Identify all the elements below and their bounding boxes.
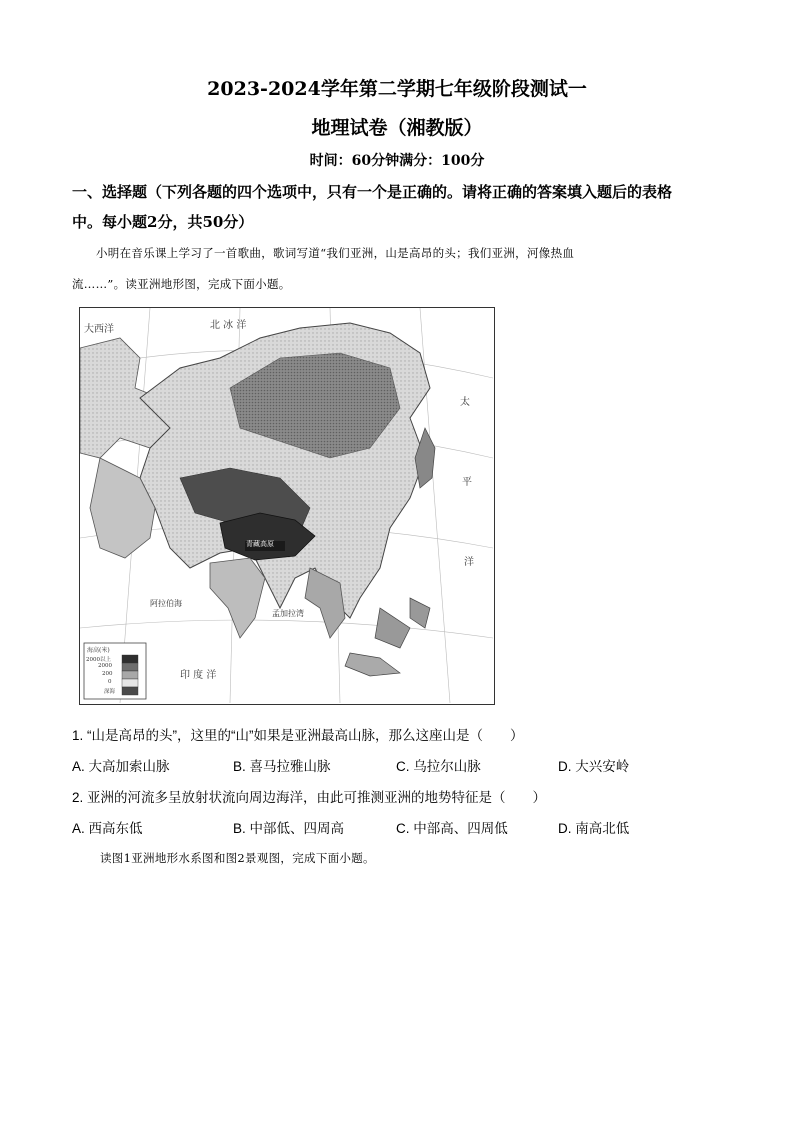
- legend-item-3: 200: [102, 671, 113, 677]
- question-1-option-d: D. 大兴安岭: [558, 759, 630, 774]
- intro-line2: 流……”。读亚洲地形图，完成下面小题。: [72, 277, 291, 291]
- label-tibetan-plateau: 青藏高原: [246, 540, 274, 548]
- intro-2: 读图1亚洲地形水系图和图2景观图，完成下面小题。: [100, 851, 375, 865]
- question-2-option-c: C. 中部高、四周低: [396, 821, 508, 836]
- label-atlantic: 大西洋: [84, 324, 114, 335]
- label-pacific-2: 平: [462, 477, 472, 488]
- question-1-option-a: A. 大高加索山脉: [72, 759, 170, 774]
- label-bay-of-bengal: 孟加拉湾: [272, 609, 304, 618]
- question-1-stem: 1. “山是高昂的头”，这里的“山”如果是亚洲最高山脉，那么这座山是（ ）: [72, 728, 524, 743]
- question-1-option-c: C. 乌拉尔山脉: [396, 759, 481, 774]
- asia-topographic-map: [79, 307, 495, 705]
- label-arctic: 北 冰 洋: [210, 320, 247, 331]
- question-2-option-b: B. 中部低、四周高: [233, 821, 345, 836]
- section-heading-line1: 一、选择题（下列各题的四个选项中，只有一个是正确的。请将正确的答案填入题后的表格: [72, 183, 673, 201]
- question-2-option-a: A. 西高东低: [72, 821, 143, 836]
- legend-title: 海高(米): [87, 647, 110, 654]
- question-1-option-b: B. 喜马拉雅山脉: [233, 759, 331, 774]
- question-2-option-d: D. 南高北低: [558, 821, 630, 836]
- legend-item-5: 深海: [104, 689, 116, 695]
- label-pacific-3: 洋: [464, 557, 474, 568]
- legend-item-1: 2000以上: [86, 657, 111, 663]
- paper-subtitle: 地理试卷（湘教版）: [311, 117, 483, 139]
- label-arabian-sea: 阿拉伯海: [150, 599, 182, 608]
- asia-map-graphic: [80, 308, 493, 703]
- intro-line1: 小明在音乐课上学习了一首歌曲，歌词写道“我们亚洲，山是高昂的头；我们亚洲，河像热血: [96, 246, 575, 260]
- exam-meta: 时间：60分钟满分：100分: [309, 153, 485, 169]
- label-indian-ocean: 印 度 洋: [180, 670, 217, 681]
- label-pacific-1: 太: [460, 397, 470, 408]
- question-2-stem: 2. 亚洲的河流多呈放射状流向周边海洋，由此可推测亚洲的地势特征是（ ）: [72, 790, 547, 805]
- legend-item-4: 0: [108, 679, 112, 685]
- paper-title: 2023-2024学年第二学期七年级阶段测试一: [207, 78, 587, 100]
- legend-item-2: 2000: [98, 663, 112, 669]
- section-heading-line2: 中。每小题2分，共50分）: [72, 213, 254, 231]
